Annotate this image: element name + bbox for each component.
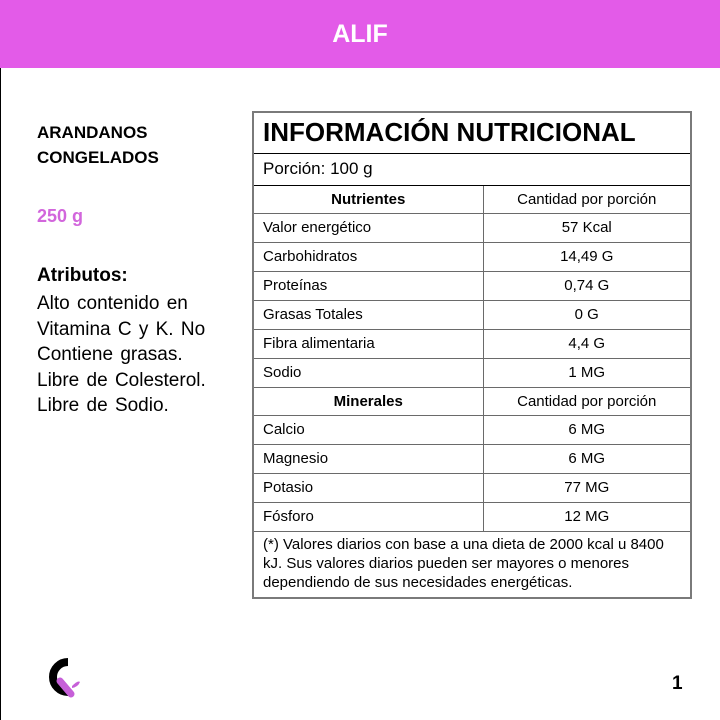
mineral-value: 6 MG [483,415,691,444]
table-title: INFORMACIÓN NUTRICIONAL [253,112,691,153]
table-title-row [253,112,691,153]
table-row [253,473,691,502]
portion-row [253,153,691,185]
table-row [253,415,691,444]
product-name-line1: ARANDANOS [37,123,148,142]
mineral-name: Fósforo [253,502,483,531]
table-row [253,444,691,473]
table-row [253,300,691,329]
mineral-value: 6 MG [483,444,691,473]
mineral-name: Potasio [253,473,483,502]
mineral-value: 77 MG [483,473,691,502]
nutrient-name: Grasas Totales [253,300,483,329]
product-name-line2: CONGELADOS [37,148,159,167]
nutrients-header: Nutrientes [253,185,483,213]
amount-header: Cantidad por porción [483,387,691,415]
minerals-header: Minerales [253,387,483,415]
table-row [253,271,691,300]
table-row [253,502,691,531]
attributes-text: Alto contenido en Vitamina C y K. No Contiene grasas. Libre de Colesterol. Libre de Sodio. [37,293,206,416]
footnote-row [253,531,691,598]
amount-header: Cantidad por porción [483,185,691,213]
table-row [253,358,691,387]
attributes-title: Atributos: [37,265,128,286]
nutrient-value: 0,74 G [483,271,691,300]
product-name [37,120,237,170]
portion-size: Porción: 100 g [253,153,691,185]
table-row [253,213,691,242]
product-weight: 250 g [37,206,84,226]
nutrient-name: Fibra alimentaria [253,329,483,358]
brand-title: ALIF [332,19,388,48]
table-row [253,329,691,358]
nutrient-value: 14,49 G [483,242,691,271]
mineral-name: Magnesio [253,444,483,473]
table-row [253,242,691,271]
nutrient-value: 57 Kcal [483,213,691,242]
minerals-header-row [253,387,691,415]
footnote: (*) Valores diarios con base a una dieta de 2000 kcal u 8400 kJ. Sus valores diarios pueden ser mayores o menores dependiendo de sus necesidades energéticas. [253,531,691,598]
header-bar [0,0,720,68]
mineral-name: Calcio [253,415,483,444]
nutrient-name: Carbohidratos [253,242,483,271]
nutrient-value: 4,4 G [483,329,691,358]
page-number: 1 [672,673,683,694]
nutrition-table [252,111,692,599]
nutrient-name: Valor energético [253,213,483,242]
nutrients-header-row [253,185,691,213]
nutrient-name: Sodio [253,358,483,387]
page-left-border [0,68,1,720]
mineral-value: 12 MG [483,502,691,531]
brand-logo-icon [38,654,84,700]
nutrient-name: Proteínas [253,271,483,300]
nutrient-value: 0 G [483,300,691,329]
nutrient-value: 1 MG [483,358,691,387]
